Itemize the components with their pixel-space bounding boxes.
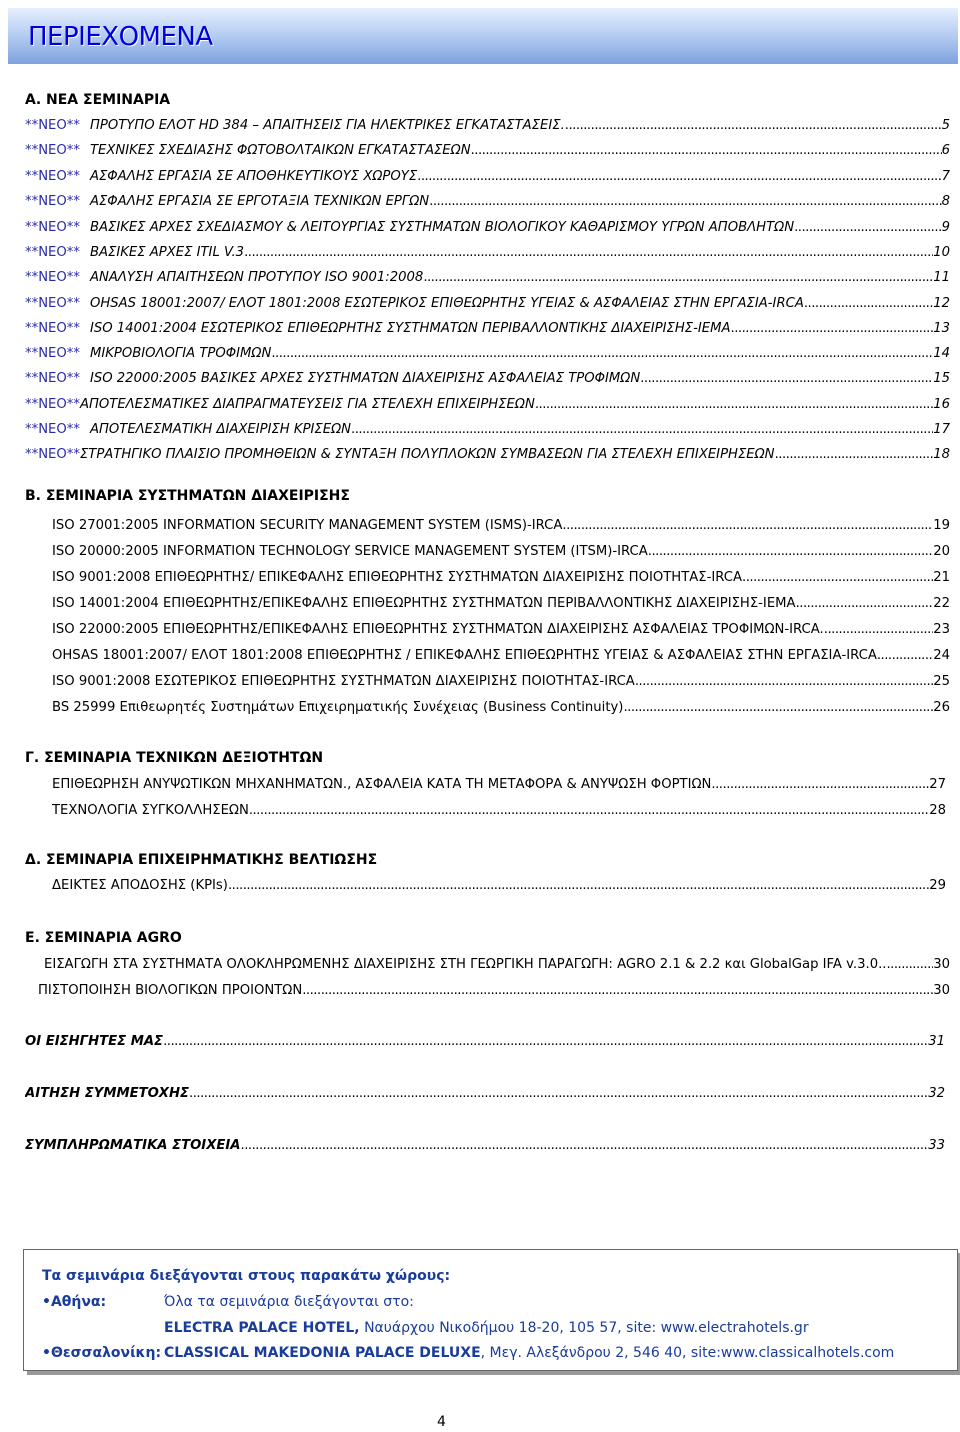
dot-leader (775, 447, 934, 463)
toc-entry-title: ISO 22000:2005 ΒΑΣΙΚΕΣ ΑΡΧΕΣ ΣΥΣΤΗΜΑΤΩΝ ΔΙΑΧΕΙΡΙΣΗΣ ΑΣΦΑΛΕΙΑΣ ΤΡΟΦΙΜΩΝ (89, 371, 641, 386)
toc-page-number: 15 (933, 371, 950, 386)
toc-entry[interactable] (25, 194, 950, 211)
new-tag: **ΝΕΟ** (25, 169, 80, 184)
toc-page-number: 11 (933, 270, 950, 285)
dot-leader (244, 245, 933, 261)
toc-entry[interactable] (25, 346, 950, 363)
toc-entry-title: BS 25999 Επιθεωρητές Συστημάτων Επιχειρηματικής Συνέχειας (Business Continuity) (52, 700, 624, 715)
new-tag: **ΝΕΟ** (25, 194, 80, 209)
toc-entry-title: ΑΣΦΑΛΗΣ ΕΡΓΑΣΙΑ ΣΕ ΑΠΟΘΗΚΕΥΤΙΚΟΥΣ ΧΩΡΟΥΣ (89, 169, 418, 184)
toc-page-number: 32 (928, 1086, 945, 1101)
dot-leader (648, 544, 933, 560)
toc-entry-title: ΕΠΙΘΕΩΡΗΣΗ ΑΝΥΨΩΤΙΚΩΝ ΜΗΧΑΝΗΜΑΤΩΝ., ΑΣΦΑΛΕΙΑ ΚΑΤΑ ΤΗ ΜΕΤΑΦΟΡΑ & ΑΝΥΨΩΣΗ ΦΟΡΤΙΩΝ (52, 777, 712, 792)
toc-entry[interactable] (52, 544, 950, 561)
thessaloniki-label: •Θεσσαλονίκη: (42, 1345, 162, 1361)
toc-entry-title: ΑΠΟΤΕΛΕΣΜΑΤΙΚΕΣ ΔΙΑΠΡΑΓΜΑΤΕΥΣΕΙΣ ΓΙΑ ΣΤΕΛΕΧΗ ΕΠΙΧΕΙΡΗΣΕΩΝ (79, 397, 535, 412)
athens-intro: Όλα τα σεμινάρια διεξάγονται στο: (164, 1294, 414, 1310)
dot-leader (565, 118, 942, 134)
toc-page-number: 10 (933, 245, 950, 260)
toc-entry-title: ΣΤΡΑΤΗΓΙΚΟ ΠΛΑΙΣΙΟ ΠΡΟΜΗΘΕΙΩΝ & ΣΥΝΤΑΞΗ ΠΟΛΥΠΛΟΚΩΝ ΣΥΜΒΑΣΕΩΝ ΓΙΑ ΣΤΕΛΕΧΗ ΕΠΙΧΕΙΡΗΣΕΩΝ (79, 447, 775, 462)
toc-entry-title: OHSAS 18001:2007/ ΕΛΟΤ 1801:2008 ΕΣΩΤΕΡΙΚΟΣ ΕΠΙΘΕΩΡΗΤΗΣ ΥΓΕΙΑΣ & ΑΣΦΑΛΕΙΑΣ ΣΤΗΝ ΕΡΓΑΣΙΑ-IRCA (89, 296, 804, 311)
toc-entry[interactable] (25, 397, 950, 414)
toc-entry[interactable] (44, 957, 950, 974)
toc-entry[interactable] (25, 422, 950, 439)
toc-entry-title: ΜΙΚΡΟΒΙΟΛΟΓΙΑ ΤΡΟΦΙΜΩΝ (89, 346, 272, 361)
athens-hotel: ELECTRA PALACE HOTEL, (164, 1320, 360, 1336)
toc-entry[interactable] (52, 596, 950, 613)
section-e-heading: Ε. ΣΕΜΙΝΑΡΙΑ AGRO (25, 930, 182, 946)
toc-entry-title: ISO 14001:2004 ΕΣΩΤΕΡΙΚΟΣ ΕΠΙΘΕΩΡΗΤΗΣ ΣΥΣΤΗΜΑΤΩΝ ΠΕΡΙΒΑΛΛΟΝΤΙΚΗΣ ΔΙΑΧΕΙΡΙΣΗΣ-ΙΕΜΑ (89, 321, 731, 336)
dot-leader (824, 622, 933, 638)
dot-leader (271, 346, 933, 362)
toc-entry-title: ISO 20000:2005 INFORMATION TECHNOLOGY SERVICE MANAGEMENT SYSTEM (ITSM)-IRCA (52, 544, 648, 559)
dot-leader (877, 648, 933, 664)
toc-page-number: 30 (933, 957, 950, 972)
thessaloniki-address: , Μεγ. Αλεξάνδρου 2, 546 40, site:www.classicalhotels.com (480, 1345, 895, 1361)
toc-entry-title: ISO 27001:2005 INFORMATION SECURITY MANAGEMENT SYSTEM (ISMS)-IRCA (52, 518, 563, 533)
toc-entry-title: ISO 14001:2004 ΕΠΙΘΕΩΡΗΤΗΣ/ΕΠΙΚΕΦΑΛΗΣ ΕΠΙΘΕΩΡΗΤΗΣ ΣΥΣΤΗΜΑΤΩΝ ΠΕΡΙΒΑΛΛΟΝΤΙΚΗΣ ΔΙΑΧΕΙΡΙΣΗΣ-ΙΕΜΑ (52, 596, 796, 611)
toc-entry-title: ΑΠΟΤΕΛΕΣΜΑΤΙΚΗ ΔΙΑΧΕΙΡΙΣΗ ΚΡΙΣΕΩΝ (89, 422, 352, 437)
toc-entry[interactable] (25, 169, 950, 186)
dot-leader (163, 1034, 928, 1050)
toc-entry-title: ΒΑΣΙΚΕΣ ΑΡΧΕΣ ITIL V.3 (89, 245, 245, 260)
toc-entry-title: ΤΕΧΝΙΚΕΣ ΣΧΕΔΙΑΣΗΣ ΦΩΤΟΒΟΛΤΑΙΚΩΝ ΕΓΚΑΤΑΣΤΑΣΕΩΝ (89, 143, 471, 158)
toc-entry[interactable] (52, 878, 946, 895)
toc-entry-title: ΠΙΣΤΟΠΟΙΗΣΗ ΒΙΟΛΟΓΙΚΩΝ ΠΡΟΪΟΝΤΩΝ (38, 983, 303, 998)
toc-page-number: 24 (933, 648, 950, 663)
toc-entry[interactable] (25, 1034, 945, 1051)
toc-entry[interactable] (52, 700, 950, 717)
dot-leader (731, 321, 934, 337)
toc-page-number: 21 (933, 570, 950, 585)
toc-entry-title: ΟΙ ΕΙΣΗΓΗΤΕΣ ΜΑΣ (25, 1034, 164, 1049)
toc-entry[interactable] (25, 447, 950, 464)
dot-leader (249, 803, 929, 819)
toc-entry-title: ISO 9001:2008 ΕΠΙΘΕΩΡΗΤΗΣ/ ΕΠΙΚΕΦΑΛΗΣ ΕΠΙΘΕΩΡΗΤΗΣ ΣΥΣΤΗΜΑΤΩΝ ΔΙΑΧΕΙΡΙΣΗΣ ΠΟΙΟΤΗΤΑΣ-IRCA (52, 570, 743, 585)
toc-page-number: 31 (928, 1034, 945, 1049)
dot-leader (471, 143, 942, 159)
toc-page-number: 6 (941, 143, 950, 158)
toc-page-number: 9 (941, 220, 950, 235)
dot-leader (562, 518, 933, 534)
dot-leader (711, 777, 929, 793)
new-tag: **ΝΕΟ** (25, 245, 80, 260)
toc-page-number: 14 (933, 346, 950, 361)
toc-entry-title: ΑΙΤΗΣΗ ΣΥΜΜΕΤΟΧΗΣ (25, 1086, 190, 1101)
toc-entry-title: ΑΣΦΑΛΗΣ ΕΡΓΑΣΙΑ ΣΕ ΕΡΓΟΤΑΞΙΑ ΤΕΧΝΙΚΩΝ ΕΡΓΩΝ (89, 194, 430, 209)
section-d-heading: Δ. ΣΕΜΙΝΑΡΙΑ ΕΠΙΧΕΙΡΗΜΑΤΙΚΗΣ ΒΕΛΤΙΩΣΗΣ (25, 852, 378, 868)
toc-page-number: 16 (933, 397, 950, 412)
section-a-heading: Α. ΝΕΑ ΣΕΜΙΝΑΡΙΑ (25, 92, 171, 108)
dot-leader (241, 1138, 929, 1154)
toc-page-number: 18 (933, 447, 950, 462)
toc-entry[interactable] (25, 118, 950, 135)
dot-leader (228, 878, 929, 894)
dot-leader (189, 1086, 928, 1102)
toc-page-number: 29 (929, 878, 946, 893)
toc-entry[interactable] (25, 245, 950, 262)
title-bar (8, 8, 958, 64)
toc-page-number: 23 (933, 622, 950, 637)
dot-leader (302, 983, 933, 999)
toc-entry[interactable] (52, 622, 950, 639)
toc-entry[interactable] (52, 777, 946, 794)
new-tag: **ΝΕΟ** (25, 118, 80, 133)
toc-entry-title: ISO 9001:2008 ΕΣΩΤΕΡΙΚΟΣ ΕΠΙΘΕΩΡΗΤΗΣ ΣΥΣΤΗΜΑΤΩΝ ΔΙΑΧΕΙΡΙΣΗΣ ΠΟΙΟΤΗΤΑΣ-IRCA (52, 674, 635, 689)
toc-page-number: 22 (933, 596, 950, 611)
thessaloniki-hotel-row (164, 1345, 894, 1361)
new-tag: **ΝΕΟ** (25, 296, 80, 311)
toc-entry-title: ΔΕΙΚΤΕΣ ΑΠΟΔΟΣΗΣ (KPIs) (52, 878, 228, 893)
toc-entry-title: ΠΡΟΤΥΠΟ ΕΛΟΤ HD 384 – ΑΠΑΙΤΗΣΕΙΣ ΓΙΑ ΗΛΕΚΤΡΙΚΕΣ ΕΓΚΑΤΑΣΤΑΣΕΙΣ. (89, 118, 565, 133)
dot-leader (423, 270, 933, 286)
athens-row (42, 1294, 106, 1310)
dot-leader (742, 570, 933, 586)
section-b-heading: Β. ΣΕΜΙΝΑΡΙΑ ΣΥΣΤΗΜΑΤΩΝ ΔΙΑΧΕΙΡΙΣΗΣ (25, 488, 350, 504)
toc-page-number: 26 (933, 700, 950, 715)
toc-page-number: 27 (929, 777, 946, 792)
toc-entry[interactable] (25, 321, 950, 338)
toc-page-number: 12 (933, 296, 950, 311)
toc-entry[interactable] (25, 371, 950, 388)
dot-leader (429, 194, 941, 210)
toc-page-number: 20 (933, 544, 950, 559)
new-tag: **ΝΕΟ** (25, 422, 80, 437)
toc-entry[interactable] (52, 518, 950, 535)
new-tag: **ΝΕΟ** (25, 346, 80, 361)
toc-page-number: 19 (933, 518, 950, 533)
toc-page-number: 13 (933, 321, 950, 336)
venues-box (23, 1249, 958, 1371)
dot-leader (351, 422, 933, 438)
dot-leader (794, 220, 942, 236)
thessaloniki-hotel: CLASSICAL MAKEDONIA PALACE DELUXE (164, 1345, 481, 1361)
new-tag: **ΝΕΟ** (25, 371, 80, 386)
dot-leader (623, 700, 933, 716)
toc-page-number: 33 (928, 1138, 945, 1153)
toc-entry[interactable] (52, 674, 950, 691)
athens-hotel-row (164, 1320, 809, 1336)
toc-entry-title: ΣΥΜΠΛΗΡΩΜΑΤΙΚΑ ΣΤΟΙΧΕΙΑ (25, 1138, 241, 1153)
toc-page-number: 7 (941, 169, 950, 184)
toc-entry-title: ΤΕΧΝΟΛΟΓΙΑ ΣΥΓΚΟΛΛΗΣΕΩΝ (52, 803, 249, 818)
new-tag: **ΝΕΟ** (25, 270, 80, 285)
toc-page-number: 5 (941, 118, 950, 133)
toc-page-number: 30 (933, 983, 950, 998)
dot-leader (635, 674, 933, 690)
dot-leader (886, 957, 933, 973)
new-tag: **ΝΕΟ** (25, 321, 80, 336)
new-tag: **ΝΕΟ** (25, 397, 80, 412)
toc-entry-title: OHSAS 18001:2007/ ΕΛΟΤ 1801:2008 ΕΠΙΘΕΩΡΗΤΗΣ / ΕΠΙΚΕΦΑΛΗΣ ΕΠΙΘΕΩΡΗΤΗΣ ΥΓΕΙΑΣ & ΑΣΦΑΛΕΙΑΣ ΣΤΗΝ ΕΡΓΑΣΙΑ-IRCA (52, 648, 877, 663)
dot-leader (640, 371, 933, 387)
new-tag: **ΝΕΟ** (25, 143, 80, 158)
section-c-heading: Γ. ΣΕΜΙΝΑΡΙΑ ΤΕΧΝΙΚΩΝ ΔΕΞΙΟΤΗΤΩΝ (25, 750, 324, 766)
toc-entry[interactable] (25, 220, 950, 237)
toc-entry[interactable] (25, 143, 950, 160)
athens-address: Ναυάρχου Νικοδήμου 18-20, 105 57, site: www.electrahotels.gr (359, 1320, 809, 1336)
toc-entry[interactable] (25, 1086, 945, 1103)
toc-entry[interactable] (52, 570, 950, 587)
toc-page-number: 25 (933, 674, 950, 689)
toc-entry-title: ISO 22000:2005 ΕΠΙΘΕΩΡΗΤΗΣ/ΕΠΙΚΕΦΑΛΗΣ ΕΠΙΘΕΩΡΗΤΗΣ ΣΥΣΤΗΜΑΤΩΝ ΔΙΑΧΕΙΡΙΣΗΣ ΑΣΦΑΛΕΙΑΣ ΤΡΟΦΙΜΩΝ-IRCA. (52, 622, 824, 637)
toc-entry[interactable] (25, 270, 950, 287)
toc-entry[interactable] (52, 803, 946, 820)
page-title: ΠΕΡΙΕΧΟΜΕΝΑ (28, 22, 213, 52)
toc-entry-title: ΑΝΑΛΥΣΗ ΑΠΑΙΤΗΣΕΩΝ ΠΡΟΤΥΠΟΥ ISO 9001:2008 (89, 270, 424, 285)
toc-entry[interactable] (52, 648, 950, 665)
new-tag: **ΝΕΟ** (25, 220, 80, 235)
toc-page-number: 28 (929, 803, 946, 818)
thessaloniki-row (42, 1345, 161, 1361)
toc-page-number: 8 (941, 194, 950, 209)
dot-leader (535, 397, 933, 413)
new-tag: **ΝΕΟ** (25, 447, 80, 462)
toc-entry[interactable] (25, 1138, 945, 1155)
dot-leader (796, 596, 934, 612)
toc-entry-title: ΕΙΣΑΓΩΓΗ ΣΤΑ ΣΥΣΤΗΜΑΤΑ ΟΛΟΚΛΗΡΩΜΕΝΗΣ ΔΙΑΧΕΙΡΙΣΗΣ ΣΤΗ ΓΕΩΡΓΙΚΗ ΠΑΡΑΓΩΓΗ: AGRO 2.1 & 2.2 και GlobalGap IFA v.3.0.. (44, 957, 887, 972)
dot-leader (804, 296, 933, 312)
dot-leader (417, 169, 941, 185)
toc-entry[interactable] (38, 983, 950, 1000)
toc-entry-title: ΒΑΣΙΚΕΣ ΑΡΧΕΣ ΣΧΕΔΙΑΣΜΟΥ & ΛΕΙΤΟΥΡΓΙΑΣ ΣΥΣΤΗΜΑΤΩΝ ΒΙΟΛΟΓΙΚΟΥ ΚΑΘΑΡΙΣΜΟΥ ΥΓΡΩΝ ΑΠΟΒΛΗΤΩΝ (89, 220, 795, 235)
toc-page-number: 17 (933, 422, 950, 437)
venues-title: Τα σεμινάρια διεξάγονται στους παρακάτω χώρους: (42, 1268, 451, 1284)
toc-entry[interactable] (25, 296, 950, 313)
page-number: 4 (437, 1414, 446, 1430)
athens-label: •Αθήνα: (42, 1294, 107, 1310)
